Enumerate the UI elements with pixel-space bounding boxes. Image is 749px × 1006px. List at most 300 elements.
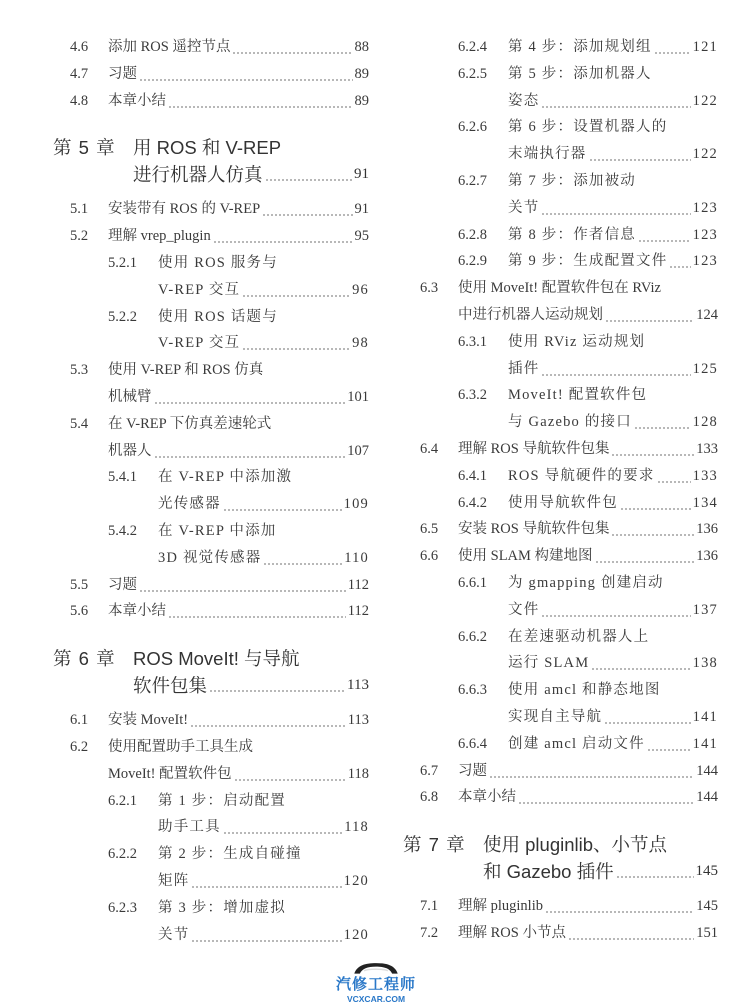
toc-entry[interactable] (53, 572, 369, 599)
title-line (458, 920, 718, 947)
section-number: 6.3.1 (458, 333, 487, 350)
page-number: 134 (692, 494, 718, 511)
page-number: 122 (692, 146, 718, 163)
toc-entry[interactable] (53, 357, 369, 411)
dot-leader (209, 672, 345, 699)
title-text: 关节 (158, 926, 190, 943)
section-number: 6.4.2 (458, 494, 487, 511)
page-number: 107 (347, 442, 369, 459)
chapter-heading[interactable] (403, 831, 718, 885)
watermark-cn: 汽修工程师 (335, 975, 416, 993)
section-number: 6.2.5 (458, 65, 487, 82)
title-line (158, 464, 369, 491)
section-number: 4.6 (70, 39, 89, 55)
entry-title (53, 34, 369, 61)
title-text: 文件 (508, 601, 540, 618)
entry-title (53, 304, 369, 358)
title-text: 在 V-REP 中添加 (158, 522, 277, 539)
dot-leader (213, 223, 353, 250)
page-number: 101 (347, 388, 369, 405)
page-number: 109 (343, 496, 369, 513)
entry-title (403, 34, 718, 61)
title-line (508, 141, 718, 168)
title-text: 在 V-REP 中添加激 (158, 469, 293, 486)
title-line (508, 382, 718, 409)
title-line (158, 545, 369, 572)
page-number: 98 (352, 335, 369, 352)
title-text: 中进行机器人运动规划 (458, 306, 603, 323)
title-text: 第 5 步：添加机器人 (508, 65, 652, 82)
title-text: 第 1 步：启动配置 (158, 792, 286, 809)
page-number: 144 (696, 789, 718, 806)
car-logo-icon (345, 961, 407, 975)
entry-title (403, 893, 718, 920)
title-text: 第 6 步：设置机器人的 (508, 119, 668, 136)
title-text: 插件 (508, 360, 540, 377)
chapter-heading[interactable] (53, 645, 369, 699)
title-text: 运行 SLAM (508, 655, 590, 672)
title-line (508, 195, 718, 222)
title-text: MoveIt! 配置软件包 (508, 387, 648, 404)
dot-leader (234, 761, 346, 788)
section-number: 6.8 (420, 789, 439, 806)
section-number: 6.4 (420, 440, 439, 457)
title-line (108, 384, 369, 411)
toc-entry[interactable] (403, 624, 718, 678)
page-number: 91 (354, 201, 369, 218)
section-number: 6.2 (70, 738, 89, 755)
page-number: 89 (354, 92, 369, 109)
title-text: 使用配置助手工具生成 (108, 738, 253, 755)
title-line (483, 831, 718, 858)
title-text: 习题 (108, 576, 137, 593)
page-number: 88 (354, 39, 369, 55)
section-number: 6.3 (420, 280, 439, 297)
title-line (508, 34, 718, 61)
toc-entry[interactable] (403, 516, 718, 543)
section-number: 6.6.3 (458, 682, 487, 699)
title-text: 第 3 步：增加虚拟 (158, 899, 286, 916)
title-line (133, 134, 369, 161)
dot-leader (262, 196, 352, 223)
entry-title (403, 61, 718, 115)
title-text: 第 7 步：添加被动 (508, 172, 636, 189)
entry-title (403, 516, 718, 543)
page-number: 151 (696, 924, 718, 941)
entry-title (403, 329, 718, 383)
section-number: 5.4.2 (108, 522, 137, 539)
entry-title (403, 382, 718, 436)
title-text: MoveIt! 配置软件包 (108, 765, 232, 782)
page-number: 133 (696, 440, 718, 457)
title-text: 本章小结 (108, 603, 166, 620)
dot-leader (616, 858, 694, 885)
dot-leader (591, 650, 690, 677)
page-number: 120 (343, 872, 369, 889)
entry-title (403, 463, 718, 490)
toc-entry[interactable] (403, 61, 718, 115)
title-text: 助手工具 (158, 819, 221, 836)
section-number: 6.2.8 (458, 226, 487, 243)
page-number: 120 (343, 926, 369, 943)
title-line (158, 277, 369, 304)
toc-entry[interactable] (403, 382, 718, 436)
entry-title (403, 624, 718, 678)
dot-leader (154, 438, 346, 465)
section-number: 5.4 (70, 415, 89, 432)
title-text: 与 Gazebo 的接口 (508, 414, 632, 431)
dot-leader (647, 731, 691, 758)
section-number: 7.2 (420, 924, 439, 941)
entry-title (53, 411, 369, 465)
entry-title (53, 572, 369, 599)
dot-leader (541, 195, 690, 222)
entry-title (403, 490, 718, 517)
toc-entry[interactable] (403, 463, 718, 490)
dot-leader (604, 704, 690, 731)
section-number: 5.1 (70, 201, 89, 218)
title-text: 矩阵 (158, 872, 190, 889)
title-line (508, 624, 718, 651)
title-text: 安装 MoveIt! (108, 712, 189, 729)
toc-left-column (53, 34, 369, 948)
title-text: 3D 视觉传感器 (158, 549, 262, 566)
entry-title (53, 518, 369, 572)
toc-entry[interactable] (53, 34, 369, 61)
entry-title (53, 464, 369, 518)
title-text: 本章小结 (108, 92, 166, 109)
title-text: 机械臂 (108, 388, 152, 405)
title-line (108, 196, 369, 223)
dot-leader (611, 436, 694, 463)
page-number: 141 (692, 708, 718, 725)
title-text: 使用 MoveIt! 配置软件包在 RViz (458, 280, 661, 297)
page-number: 112 (347, 603, 369, 620)
entry-title (403, 570, 718, 624)
title-text: 本章小结 (458, 789, 516, 806)
dot-leader (190, 707, 346, 734)
title-line (158, 814, 369, 841)
entry-title (53, 841, 369, 895)
section-number: 6.2.9 (458, 253, 487, 270)
section-number: 4.8 (70, 92, 89, 109)
title-text: ROS MoveIt! 与导航 (133, 648, 300, 670)
title-text: 理解 vrep_plugin (108, 228, 211, 245)
title-line (108, 707, 369, 734)
title-text: 习题 (458, 762, 487, 779)
title-text: 第 2 步：生成自碰撞 (158, 846, 302, 863)
entry-title (403, 784, 718, 811)
entry-title (403, 222, 718, 249)
page-number: 124 (696, 306, 718, 323)
title-line (158, 518, 369, 545)
title-text: 软件包集 (133, 675, 208, 697)
page-number: 118 (344, 819, 369, 836)
title-line (108, 34, 369, 61)
toc-entry[interactable] (53, 88, 369, 115)
title-line (458, 302, 718, 329)
title-text: V-REP 交互 (158, 335, 241, 352)
toc-entry[interactable] (403, 168, 718, 222)
toc-entry[interactable] (403, 920, 718, 947)
title-line (133, 645, 369, 672)
title-text: V-REP 交互 (158, 281, 241, 298)
section-number: 4.7 (70, 65, 89, 82)
page-number: 145 (696, 898, 718, 915)
title-line (508, 650, 718, 677)
title-line (108, 572, 369, 599)
title-text: 和 Gazebo 插件 (483, 861, 614, 883)
title-text: 使用 ROS 话题与 (158, 308, 278, 325)
chapter-heading[interactable] (53, 134, 369, 188)
section-number: 6.5 (420, 521, 439, 538)
toc-entry[interactable] (403, 784, 718, 811)
watermark-en: VCXCAR.COM (346, 994, 406, 1004)
toc-entry[interactable] (403, 570, 718, 624)
toc-entry[interactable] (403, 114, 718, 168)
title-line (108, 223, 369, 250)
dot-leader (620, 490, 691, 517)
title-line (508, 409, 718, 436)
entry-title (403, 543, 718, 570)
title-text: 使用导航软件包 (508, 494, 618, 511)
title-line (108, 61, 369, 88)
section-number: 6.4.1 (458, 467, 487, 484)
title-line (158, 922, 369, 949)
toc-entry[interactable] (403, 758, 718, 785)
entry-title (53, 895, 369, 949)
dot-leader (242, 277, 350, 304)
toc-entry[interactable] (53, 788, 369, 842)
section-number: 6.6.4 (458, 735, 487, 752)
title-text: 创建 amcl 启动文件 (508, 735, 645, 752)
entry-title (403, 758, 718, 785)
title-line (158, 491, 369, 518)
title-line (108, 438, 369, 465)
entry-title (403, 436, 718, 463)
title-text: 第 9 步：生成配置文件 (508, 253, 668, 270)
toc-entry[interactable] (53, 250, 369, 304)
title-text: ROS 导航硬件的要求 (508, 467, 655, 484)
entry-title (53, 250, 369, 304)
title-line (508, 222, 718, 249)
section-number: 5.3 (70, 362, 89, 379)
title-line (508, 356, 718, 383)
toc-entry[interactable] (53, 707, 369, 734)
entry-title (53, 788, 369, 842)
title-text: 理解 ROS 小节点 (458, 924, 566, 941)
page-number: 138 (692, 655, 718, 672)
dot-leader (589, 141, 691, 168)
page-number: 123 (692, 226, 718, 243)
toc-entry[interactable] (53, 734, 369, 788)
page-number: 125 (692, 360, 718, 377)
toc-entry[interactable] (53, 61, 369, 88)
page-number: 144 (696, 762, 718, 779)
dot-leader (634, 409, 691, 436)
dot-leader (605, 302, 694, 329)
section-number: 5.2 (70, 228, 89, 245)
toc-entry[interactable] (403, 329, 718, 383)
dot-leader (191, 868, 341, 895)
title-line (458, 275, 718, 302)
dot-leader (154, 384, 346, 411)
section-number: 5.2.1 (108, 254, 137, 271)
title-line (133, 672, 369, 699)
title-line (108, 761, 369, 788)
title-line (158, 304, 369, 331)
toc-entry[interactable] (403, 893, 718, 920)
chapter-number: 第 7 章 (403, 834, 466, 856)
toc-entry[interactable] (53, 411, 369, 465)
page-number: 95 (354, 228, 369, 245)
page-number: 136 (696, 521, 718, 538)
title-text: 安装 ROS 导航软件包集 (458, 521, 610, 538)
section-number: 6.2.6 (458, 119, 487, 136)
title-line (508, 168, 718, 195)
section-number: 6.2.7 (458, 172, 487, 189)
title-text: 使用 RViz 运动规划 (508, 333, 646, 350)
page-number: 113 (347, 712, 369, 729)
dot-leader (265, 161, 352, 188)
title-line (508, 490, 718, 517)
entry-title (53, 88, 369, 115)
entry-title (53, 734, 369, 788)
section-number: 5.6 (70, 603, 89, 620)
title-line (158, 330, 369, 357)
title-line (108, 598, 369, 625)
page-number: 123 (692, 199, 718, 216)
page-number: 110 (344, 549, 369, 566)
page-number: 122 (692, 92, 718, 109)
title-text: 实现自主导航 (508, 708, 603, 725)
title-line (508, 731, 718, 758)
entry-title (403, 248, 718, 275)
dot-leader (139, 572, 346, 599)
toc-entry[interactable] (53, 223, 369, 250)
title-line (508, 677, 718, 704)
toc-entry[interactable] (403, 436, 718, 463)
section-number: 5.2.2 (108, 308, 137, 325)
dot-leader (489, 758, 694, 785)
page-number: 91 (354, 166, 369, 183)
toc-entry[interactable] (53, 304, 369, 358)
toc-entry[interactable] (53, 895, 369, 949)
section-number: 6.6.1 (458, 574, 487, 591)
toc-entry[interactable] (53, 598, 369, 625)
title-text: 第 4 步：添加规划组 (508, 39, 652, 55)
title-line (508, 597, 718, 624)
page-number: 96 (352, 281, 369, 298)
section-number: 6.7 (420, 762, 439, 779)
entry-title (53, 357, 369, 411)
title-line (158, 250, 369, 277)
dot-leader (541, 356, 690, 383)
title-line (458, 758, 718, 785)
toc-entry[interactable] (403, 731, 718, 758)
title-line (508, 704, 718, 731)
section-number: 6.2.1 (108, 792, 137, 809)
page-number: 133 (692, 467, 718, 484)
title-text: 添加 ROS 遥控节点 (108, 39, 231, 55)
title-text: 为 gmapping 创建启动 (508, 574, 664, 591)
toc-entry[interactable] (403, 490, 718, 517)
title-text: 姿态 (508, 92, 540, 109)
dot-leader (654, 34, 691, 61)
entry-title (403, 168, 718, 222)
title-line (458, 516, 718, 543)
page-number: 141 (692, 735, 718, 752)
toc-entry[interactable] (53, 196, 369, 223)
chapter-number: 第 5 章 (53, 137, 116, 159)
title-text: 第 8 步：作者信息 (508, 226, 636, 243)
dot-leader (191, 922, 341, 949)
title-line (508, 88, 718, 115)
dot-leader (595, 543, 695, 570)
dot-leader (541, 597, 690, 624)
toc-entry[interactable] (403, 248, 718, 275)
page-number: 118 (347, 765, 369, 782)
title-text: 机器人 (108, 442, 152, 459)
title-text: 理解 ROS 导航软件包集 (458, 440, 610, 457)
toc-entry[interactable] (403, 34, 718, 61)
title-text: 使用 amcl 和静态地图 (508, 682, 661, 699)
section-number: 6.6 (420, 548, 439, 565)
toc-entry[interactable] (403, 275, 718, 329)
toc-entry[interactable] (53, 464, 369, 518)
section-number: 6.1 (70, 712, 89, 729)
section-number: 6.3.2 (458, 387, 487, 404)
dot-leader (223, 814, 342, 841)
title-line (458, 543, 718, 570)
entry-title (403, 114, 718, 168)
toc-entry[interactable] (403, 543, 718, 570)
title-line (483, 858, 718, 885)
title-text: 在 V-REP 下仿真差速轮式 (108, 415, 272, 432)
title-text: 安装带有 ROS 的 V-REP (108, 201, 261, 218)
section-number: 6.2.3 (108, 899, 137, 916)
entry-title (53, 61, 369, 88)
dot-leader (541, 88, 690, 115)
title-line (158, 868, 369, 895)
section-number: 5.5 (70, 576, 89, 593)
title-text: 进行机器人仿真 (133, 164, 263, 186)
toc-entry[interactable] (53, 518, 369, 572)
title-line (508, 570, 718, 597)
section-number: 7.1 (420, 898, 439, 915)
title-line (108, 734, 369, 761)
toc-entry[interactable] (53, 841, 369, 895)
toc-right-column (403, 34, 718, 947)
title-text: 用 ROS 和 V-REP (133, 137, 282, 159)
title-line (508, 463, 718, 490)
section-number: 5.4.1 (108, 469, 137, 486)
title-text: 使用 V-REP 和 ROS 仿真 (108, 362, 264, 379)
entry-title (53, 223, 369, 250)
title-line (458, 436, 718, 463)
entry-title (403, 275, 718, 329)
toc-entry[interactable] (403, 222, 718, 249)
dot-leader (232, 34, 352, 61)
title-line (158, 841, 369, 868)
title-text: 末端执行器 (508, 146, 587, 163)
toc-entry[interactable] (403, 677, 718, 731)
dot-leader (518, 784, 694, 811)
dot-leader (638, 222, 691, 249)
section-number: 6.6.2 (458, 628, 487, 645)
dot-leader (168, 598, 346, 625)
dot-leader (223, 491, 342, 518)
